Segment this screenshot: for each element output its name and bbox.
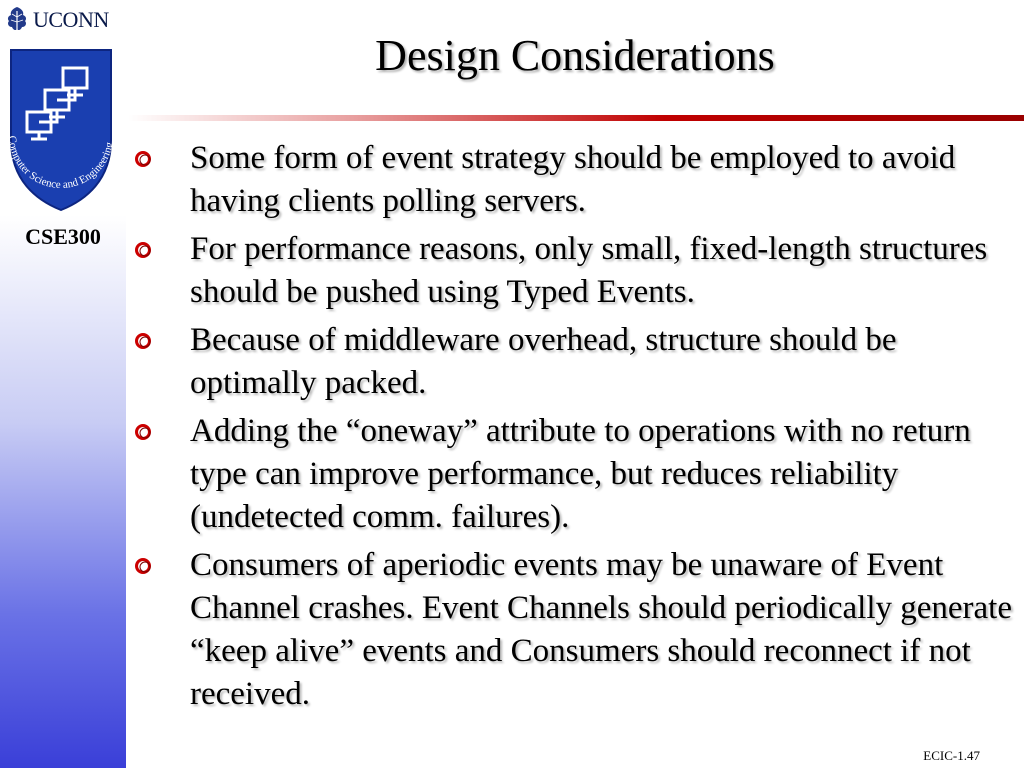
slide-title: Design Considerations bbox=[375, 31, 775, 80]
title-divider bbox=[128, 115, 1024, 121]
computer-screens-logo-icon bbox=[1, 40, 121, 216]
bullet-list bbox=[130, 137, 1020, 721]
university-brand bbox=[4, 5, 109, 35]
bullet-text: Because of middleware overhead, structure should be optimally packed. bbox=[190, 322, 897, 401]
bullet-circle-icon bbox=[134, 331, 154, 351]
logo-arc-text: Computer Science and Engineering bbox=[5, 135, 116, 192]
bullet-item-2 bbox=[130, 228, 1020, 314]
bullet-item-1 bbox=[130, 137, 1020, 223]
bullet-circle-icon bbox=[134, 240, 154, 260]
bullet-text: Consumers of aperiodic events may be unaware of Event Channel crashes. Event Channels should periodically generate “keep alive” events and Consumers should reconnect if not received. bbox=[190, 547, 1012, 712]
bullet-circle-icon bbox=[134, 556, 154, 576]
sidebar bbox=[0, 0, 126, 768]
bullet-text: For performance reasons, only small, fixed-length structures should be pushed using Typed Events. bbox=[190, 231, 988, 310]
bullet-item-3 bbox=[130, 319, 1020, 405]
university-name: UCONN bbox=[33, 7, 109, 32]
slide-number: ECIC-1.47 bbox=[923, 748, 980, 763]
bullet-item-4 bbox=[130, 410, 1020, 539]
bullet-circle-icon bbox=[134, 149, 154, 169]
bullet-text: Some form of event strategy should be employed to avoid having clients polling servers. bbox=[190, 140, 956, 219]
oak-leaf-icon bbox=[4, 5, 30, 35]
bullet-circle-icon bbox=[134, 422, 154, 442]
bullet-item-5 bbox=[130, 544, 1020, 716]
course-code: CSE300 bbox=[25, 224, 101, 249]
bullet-text: Adding the “oneway” attribute to operations with no return type can improve performance, but reduces reliability (undetected comm. failures). bbox=[190, 413, 971, 535]
